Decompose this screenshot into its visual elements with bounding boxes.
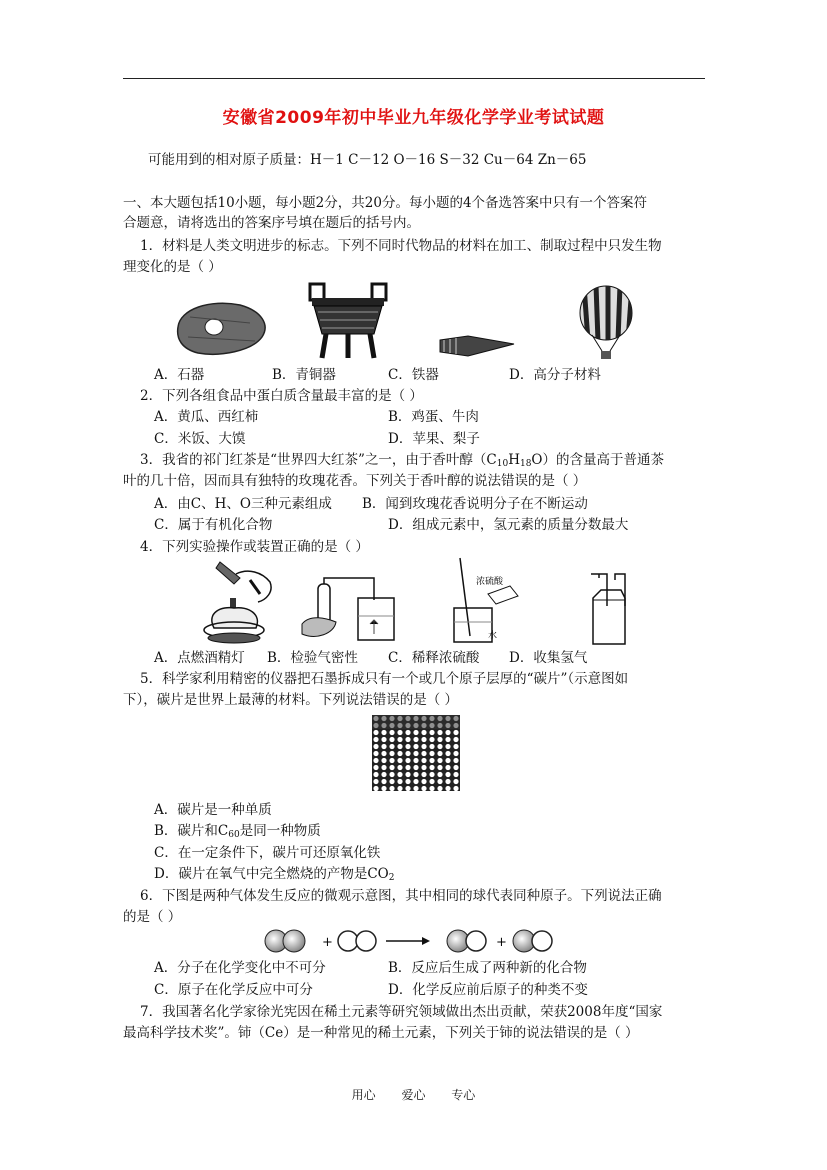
- iron-tool-image: [438, 330, 518, 360]
- q3-option-d: D．组成元素中，氢元素的质量分数最大: [388, 517, 629, 533]
- stone-tool-image: [170, 297, 272, 359]
- q3-option-c: C．属于有机化合物: [154, 517, 273, 533]
- section-intro-2: 合题意，请将选出的答案序号填在题后的括号内。: [123, 215, 420, 231]
- alcohol-lamp-image: [200, 558, 282, 646]
- q6-stem-1: 6．下图是两种气体发生反应的微观示意图，其中相同的球代表同种原子。下列说法正确: [140, 888, 662, 904]
- q2-option-b: B．鸡蛋、牛肉: [388, 409, 479, 425]
- graphene-sheet-image: [372, 715, 460, 791]
- q5-option-d: D．碳片在氧气中完全燃烧的产物是$CO_2$: [154, 866, 395, 883]
- q1-option-a: A．石器: [154, 367, 205, 383]
- q4-option-c: C．稀释浓硫酸: [388, 650, 480, 666]
- q4-option-b: B．检验气密性: [267, 650, 358, 666]
- bronze-vessel-image: [302, 278, 394, 362]
- q5-option-c: C．在一定条件下，碳片可还原氧化铁: [154, 845, 381, 861]
- q4-option-d: D．收集氢气: [509, 650, 588, 666]
- page-footer: 用心 爱心 专心: [351, 1088, 476, 1102]
- gas-collection-bottle-image: [585, 570, 635, 646]
- q5-option-a: A．碳片是一种单质: [154, 802, 272, 818]
- q1-stem-2: 理变化的是（ ）: [123, 259, 222, 275]
- q2-option-c: C．米饭、大馍: [154, 431, 246, 447]
- q1-option-d: D．高分子材料: [509, 367, 601, 383]
- q3-option-a: A．由C、H、O三种元素组成: [154, 496, 332, 512]
- q2-option-d: D．苹果、梨子: [388, 431, 480, 447]
- q3-stem-1: 3．我省的祁门红茶是“世界四大红茶”之一，由于香叶醇$(C_{10}H_{18}O)$的含量高于普通茶: [140, 452, 664, 469]
- hot-air-balloon-image: [578, 285, 634, 363]
- plus-sign-1: +: [322, 935, 333, 950]
- q3-option-b: B．闻到玫瑰花香说明分子在不断运动: [362, 496, 588, 512]
- page-title: 安徽省2009年初中毕业九年级化学学业考试试题: [222, 108, 605, 128]
- airtightness-test-image: [296, 574, 406, 646]
- q5-stem-2: 下），碳片是世界上最薄的材料。下列说法错误的是（ ）: [123, 692, 459, 708]
- q1-option-c: C．铁器: [388, 367, 439, 383]
- q4-stem: 4．下列实验操作或装置正确的是（ ）: [140, 539, 369, 555]
- atomic-masses: 可能用到的相对原子质量：H－1 C－12 O－16 S－32 Cu－64 Zn－65: [148, 152, 587, 168]
- q2-option-a: A．黄瓜、西红柿: [154, 409, 259, 425]
- q6-option-c: C．原子在化学反应中可分: [154, 982, 313, 998]
- label-concentrated-acid: 浓硫酸: [476, 577, 504, 587]
- q4-option-a: A．点燃酒精灯: [154, 650, 245, 666]
- plus-sign-2: +: [496, 935, 507, 950]
- q3-stem-2: 叶的几十倍，因而具有独特的玫瑰花香。下列关于香叶醇的说法错误的是（ ）: [123, 473, 587, 489]
- q5-stem-1: 5．科学家利用精密的仪器把石墨拆成只有一个或几个原子层厚的“碳片”（示意图如: [140, 671, 629, 687]
- section-intro-1: 一、本大题包括10小题，每小题2分，共20分。每小题的4个备选答案中只有一个答案符: [123, 195, 648, 211]
- dilute-sulfuric-acid-image: [448, 556, 522, 646]
- q7-stem-1: 7．我国著名化学家徐光宪因在稀土元素等研究领域做出杰出贡献，荣获2008年度“国家: [140, 1004, 663, 1020]
- q5-option-b: B．碳片和$C_{60}$是同一种物质: [154, 823, 321, 840]
- q6-stem-2: 的是（ ）: [123, 909, 182, 925]
- q1-stem-1: 1．材料是人类文明进步的标志。下列不同时代物品的材料在加工、制取过程中只发生物: [140, 238, 662, 254]
- q2-stem: 2．下列各组食品中蛋白质含量最丰富的是（ ）: [140, 388, 423, 404]
- label-water: 水: [488, 631, 498, 641]
- q1-option-b: B．青铜器: [272, 367, 336, 383]
- q6-option-a: A．分子在化学变化中不可分: [154, 960, 326, 976]
- header-rule: [123, 78, 705, 79]
- reaction-diagram: [262, 926, 566, 956]
- q6-option-d: D．化学反应前后原子的种类不变: [388, 982, 588, 998]
- q6-option-b: B．反应后生成了两种新的化合物: [388, 960, 587, 976]
- q7-stem-2: 最高科学技术奖”。铈（Ce）是一种常见的稀土元素，下列关于铈的说法错误的是（ ）: [123, 1025, 639, 1041]
